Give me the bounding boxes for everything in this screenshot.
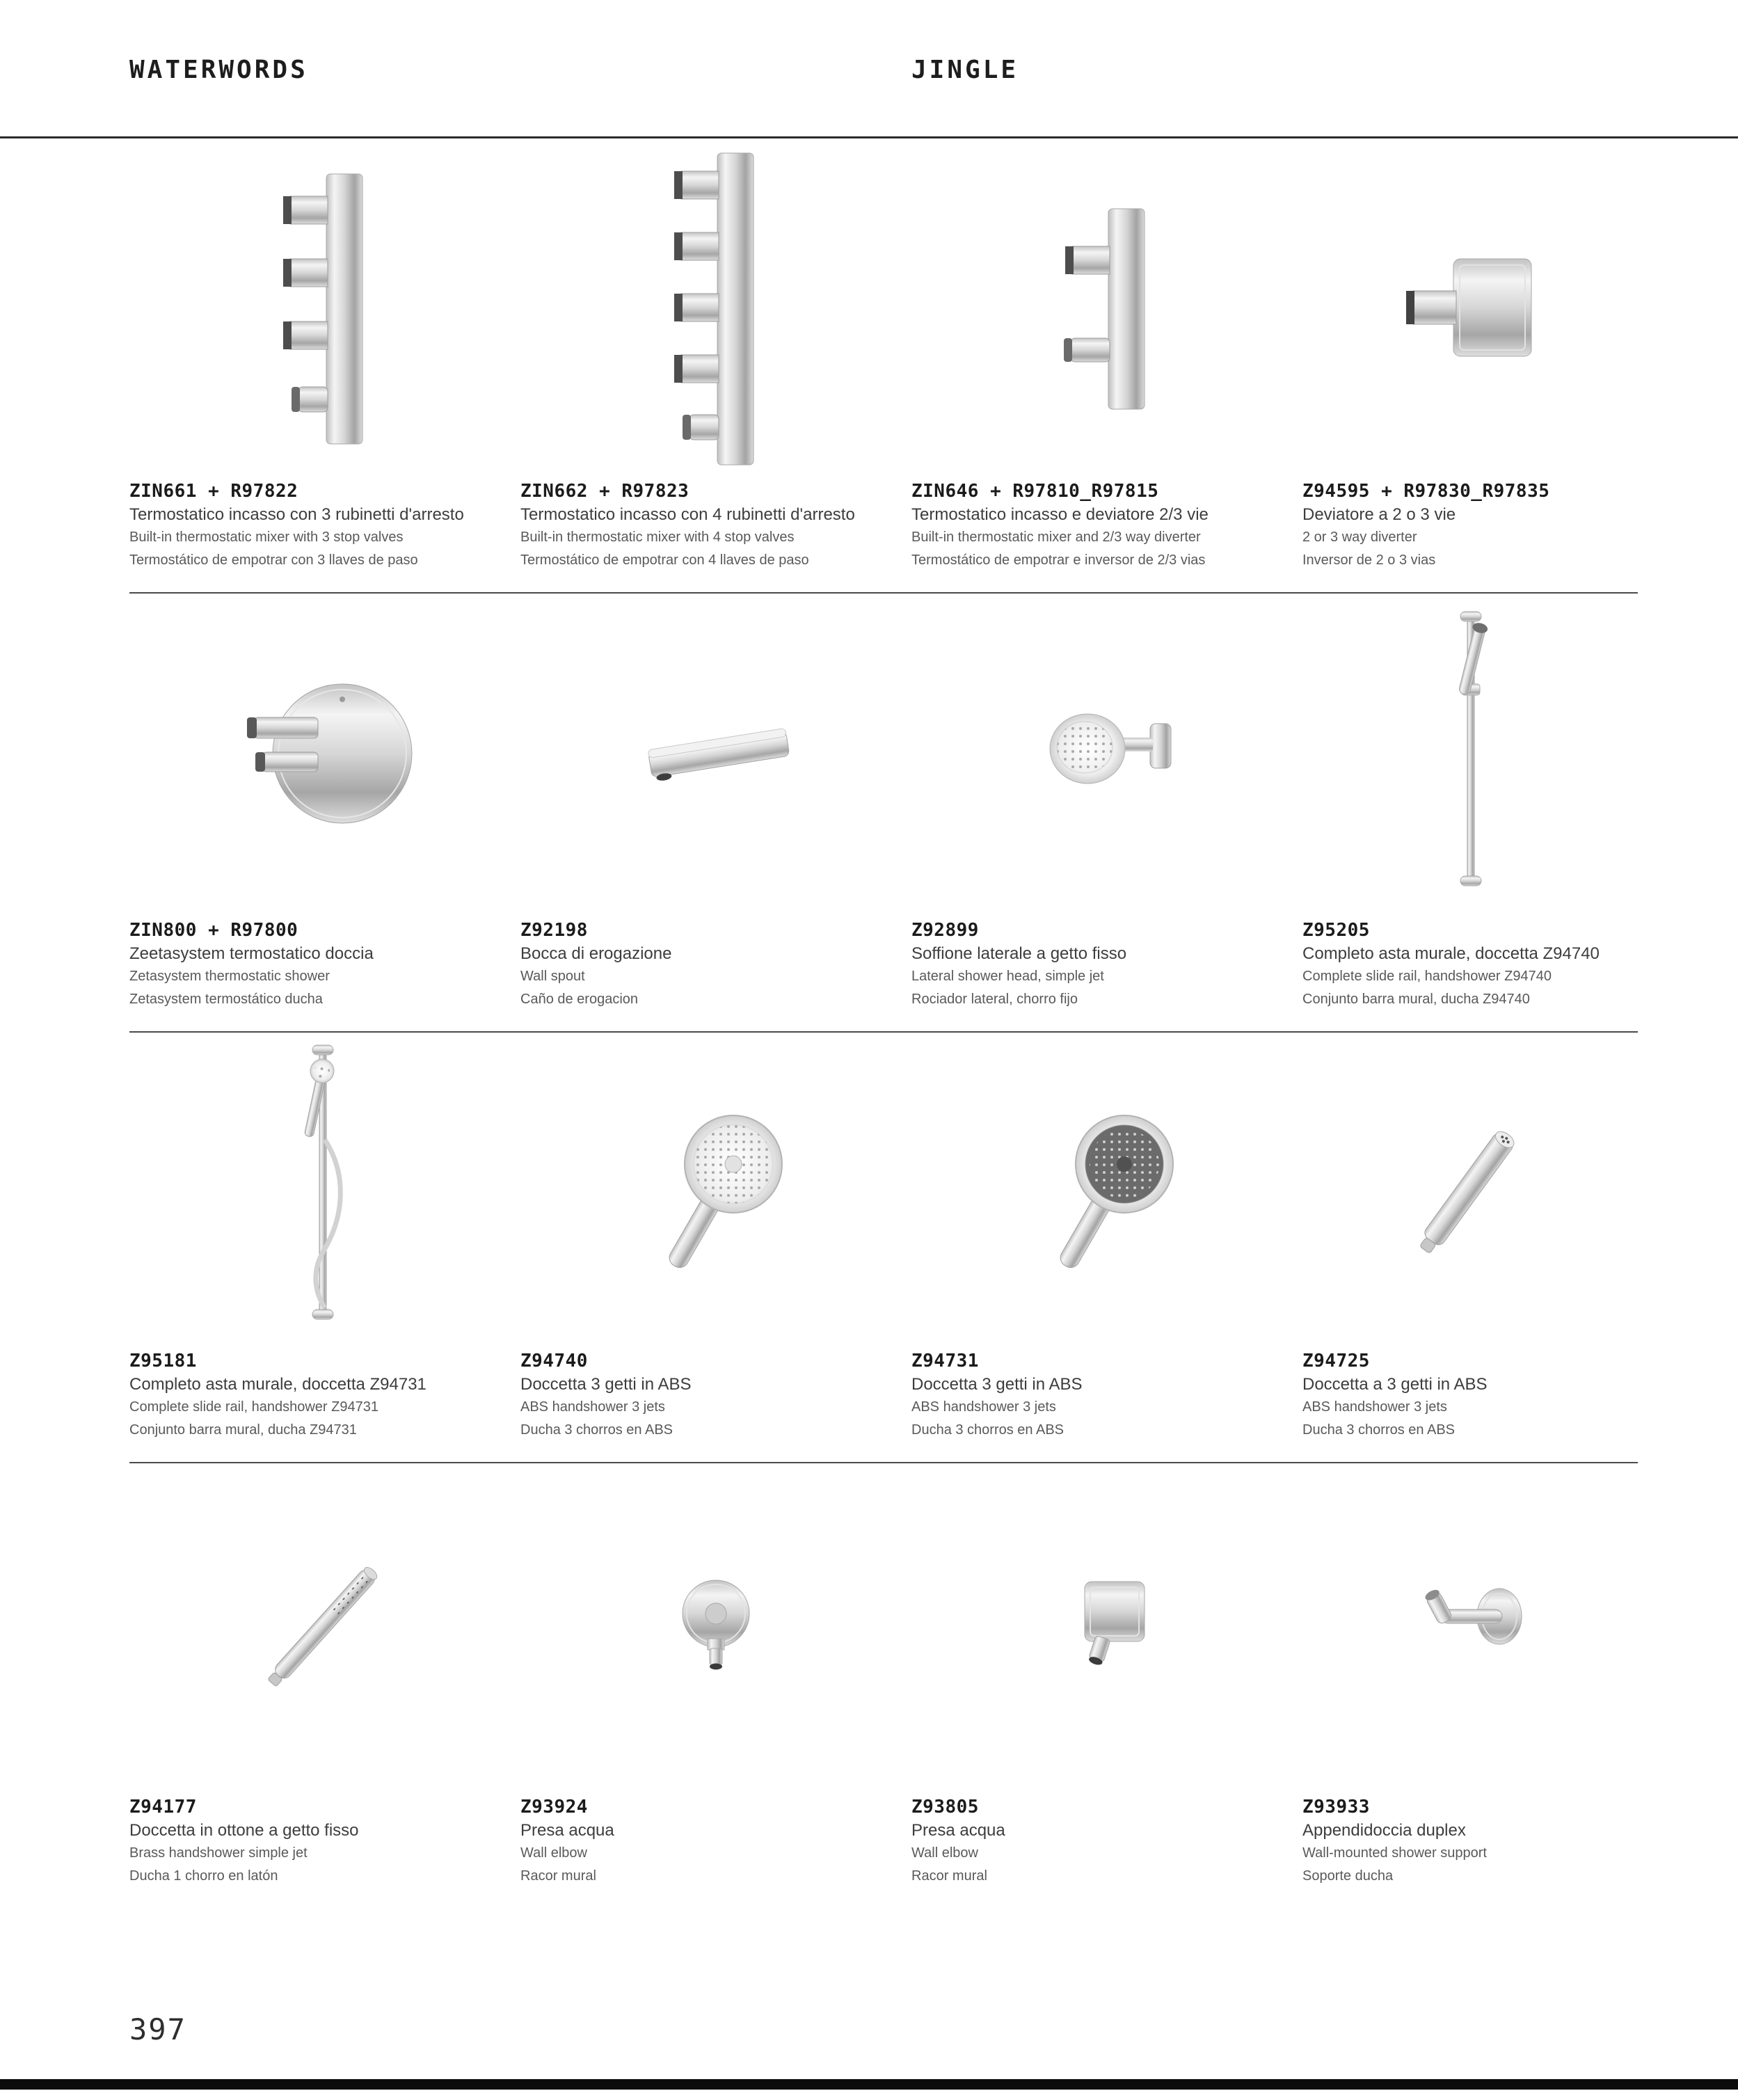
desc-italian: Zeetasystem termostatico doccia — [129, 944, 374, 963]
product-code: Z94177 — [129, 1797, 197, 1817]
row-3-images — [129, 1025, 1638, 1349]
footer-bar — [0, 2079, 1738, 2090]
row-2-texts — [129, 918, 1638, 1031]
product-card — [520, 918, 911, 1011]
image-z93924-round-wall-elbow — [660, 1566, 772, 1685]
product-card — [129, 918, 520, 1011]
desc-spanish: Termostático de empotrar con 3 llaves de paso — [129, 552, 418, 568]
desc-english: Wall elbow — [520, 1845, 587, 1861]
desc-spanish: Termostático de empotrar con 4 llaves de paso — [520, 552, 809, 568]
image-z93933-shower-support — [1401, 1573, 1540, 1678]
product-card — [1302, 1795, 1638, 1888]
row-1-images — [129, 138, 1638, 479]
image-z95181-slide-rail-handshower — [283, 1035, 367, 1339]
desc-spanish: Zetasystem termostático ducha — [129, 992, 323, 1007]
desc-spanish: Soporte ducha — [1302, 1868, 1394, 1884]
product-code: ZIN662 + R97823 — [520, 481, 689, 502]
product-card — [1302, 479, 1638, 572]
desc-english: Zetasystem thermostatic shower — [129, 969, 330, 984]
product-card — [911, 1795, 1302, 1888]
product-row-1 — [129, 138, 1638, 594]
product-card — [1302, 918, 1638, 1011]
image-zin800-round-thermostatic-plate — [234, 663, 415, 844]
product-card — [520, 479, 911, 572]
product-card — [129, 1349, 520, 1442]
product-row-4 — [129, 1456, 1638, 1908]
image-z93805-square-wall-elbow — [1051, 1573, 1163, 1678]
desc-italian: Presa acqua — [911, 1821, 1005, 1840]
row-2-images — [129, 588, 1638, 918]
desc-english: Built-in thermostatic mixer with 3 stop valves — [129, 530, 404, 545]
desc-italian: Completo asta murale, doccetta Z94740 — [1302, 944, 1600, 963]
desc-italian: Appendidoccia duplex — [1302, 1821, 1466, 1840]
image-zin661-trim-plate-3-knobs — [269, 170, 381, 448]
product-code: Z95181 — [129, 1351, 197, 1371]
image-z94731-round-handshower-dark — [1017, 1100, 1197, 1274]
desc-english: Built-in thermostatic mixer with 4 stop valves — [520, 530, 795, 545]
desc-spanish: Inversor de 2 o 3 vias — [1302, 552, 1436, 568]
image-z94740-round-handshower — [625, 1100, 806, 1274]
desc-spanish: Rociador lateral, chorro fijo — [911, 992, 1078, 1007]
product-code: ZIN661 + R97822 — [129, 481, 298, 502]
product-row-2 — [129, 588, 1638, 1033]
product-code: Z94740 — [520, 1351, 588, 1371]
desc-italian: Doccetta in ottone a getto fisso — [129, 1821, 359, 1840]
desc-italian: Bocca di erogazione — [520, 944, 672, 963]
desc-italian: Doccetta a 3 getti in ABS — [1302, 1375, 1488, 1394]
desc-italian: Termostatico incasso e deviatore 2/3 vie — [911, 505, 1209, 524]
image-zin662-trim-plate-4-knobs — [660, 150, 772, 468]
desc-italian: Presa acqua — [520, 1821, 614, 1840]
desc-italian: Soffione laterale a getto fisso — [911, 944, 1127, 963]
desc-english: Brass handshower simple jet — [129, 1845, 308, 1861]
product-code: ZIN800 + R97800 — [129, 920, 298, 941]
desc-spanish: Conjunto barra mural, ducha Z94731 — [129, 1422, 357, 1438]
desc-english: Complete slide rail, handshower Z94740 — [1302, 969, 1552, 984]
desc-italian: Completo asta murale, doccetta Z94731 — [129, 1375, 426, 1394]
desc-spanish: Ducha 3 chorros en ABS — [911, 1422, 1065, 1438]
desc-spanish: Ducha 3 chorros en ABS — [520, 1422, 673, 1438]
desc-english: ABS handshower 3 jets — [911, 1399, 1056, 1415]
desc-italian: Termostatico incasso con 4 rubinetti d'arresto — [520, 505, 855, 524]
desc-english: Built-in thermostatic mixer and 2/3 way diverter — [911, 530, 1201, 545]
image-z94725-stick-handshower — [1394, 1107, 1547, 1267]
series-title: JINGLE — [911, 56, 1019, 84]
desc-italian: Deviatore a 2 o 3 vie — [1302, 505, 1456, 524]
product-code: Z95205 — [1302, 920, 1370, 941]
desc-english: Lateral shower head, simple jet — [911, 969, 1104, 984]
image-z92198-wall-spout — [619, 698, 813, 809]
page-number: 397 — [129, 2012, 186, 2046]
product-code: Z94595 + R97830_R97835 — [1302, 481, 1550, 502]
product-row-3 — [129, 1025, 1638, 1463]
desc-italian: Doccetta 3 getti in ABS — [520, 1375, 692, 1394]
product-code: Z92899 — [911, 920, 979, 941]
product-card — [129, 479, 520, 572]
desc-english: Wall spout — [520, 969, 585, 984]
product-card — [520, 1795, 911, 1888]
product-card — [911, 1349, 1302, 1442]
desc-spanish: Ducha 3 chorros en ABS — [1302, 1422, 1456, 1438]
desc-english: Wall elbow — [911, 1845, 978, 1861]
product-card — [520, 1349, 911, 1442]
product-code: Z94731 — [911, 1351, 979, 1371]
desc-spanish: Termostático de empotrar e inversor de 2/3 vias — [911, 552, 1206, 568]
product-card — [129, 1795, 520, 1888]
desc-english: ABS handshower 3 jets — [1302, 1399, 1447, 1415]
product-code: Z93933 — [1302, 1797, 1370, 1817]
product-code: Z92198 — [520, 920, 588, 941]
image-z95205-slide-rail — [1428, 602, 1512, 905]
row-1-texts — [129, 479, 1638, 592]
product-code: Z93924 — [520, 1797, 588, 1817]
desc-spanish: Caño de erogacion — [520, 992, 639, 1007]
product-code: ZIN646 + R97810_R97815 — [911, 481, 1159, 502]
desc-italian: Doccetta 3 getti in ABS — [911, 1375, 1083, 1394]
desc-english: ABS handshower 3 jets — [520, 1399, 665, 1415]
collection-title: WATERWORDS — [129, 56, 308, 84]
image-z92899-lateral-shower-head — [1023, 694, 1190, 813]
product-code: Z93805 — [911, 1797, 979, 1817]
image-z94595-diverter-plate — [1401, 246, 1540, 372]
desc-spanish: Racor mural — [911, 1868, 987, 1884]
product-code: Z94725 — [1302, 1351, 1370, 1371]
product-card — [911, 918, 1302, 1011]
row-3-texts — [129, 1349, 1638, 1462]
desc-spanish: Racor mural — [520, 1868, 596, 1884]
image-z94177-brass-handshower — [228, 1549, 422, 1702]
product-card — [1302, 1349, 1638, 1442]
desc-spanish: Ducha 1 chorro en latón — [129, 1868, 278, 1884]
desc-english: 2 or 3 way diverter — [1302, 530, 1417, 545]
desc-english: Wall-mounted shower support — [1302, 1845, 1487, 1861]
desc-italian: Termostatico incasso con 3 rubinetti d'arresto — [129, 505, 464, 524]
desc-english: Complete slide rail, handshower Z94731 — [129, 1399, 378, 1415]
row-4-images — [129, 1456, 1638, 1795]
product-card — [911, 479, 1302, 572]
image-zin646-trim-plate-diverter — [1051, 205, 1163, 413]
desc-spanish: Conjunto barra mural, ducha Z94740 — [1302, 992, 1530, 1007]
row-4-texts — [129, 1795, 1638, 1908]
